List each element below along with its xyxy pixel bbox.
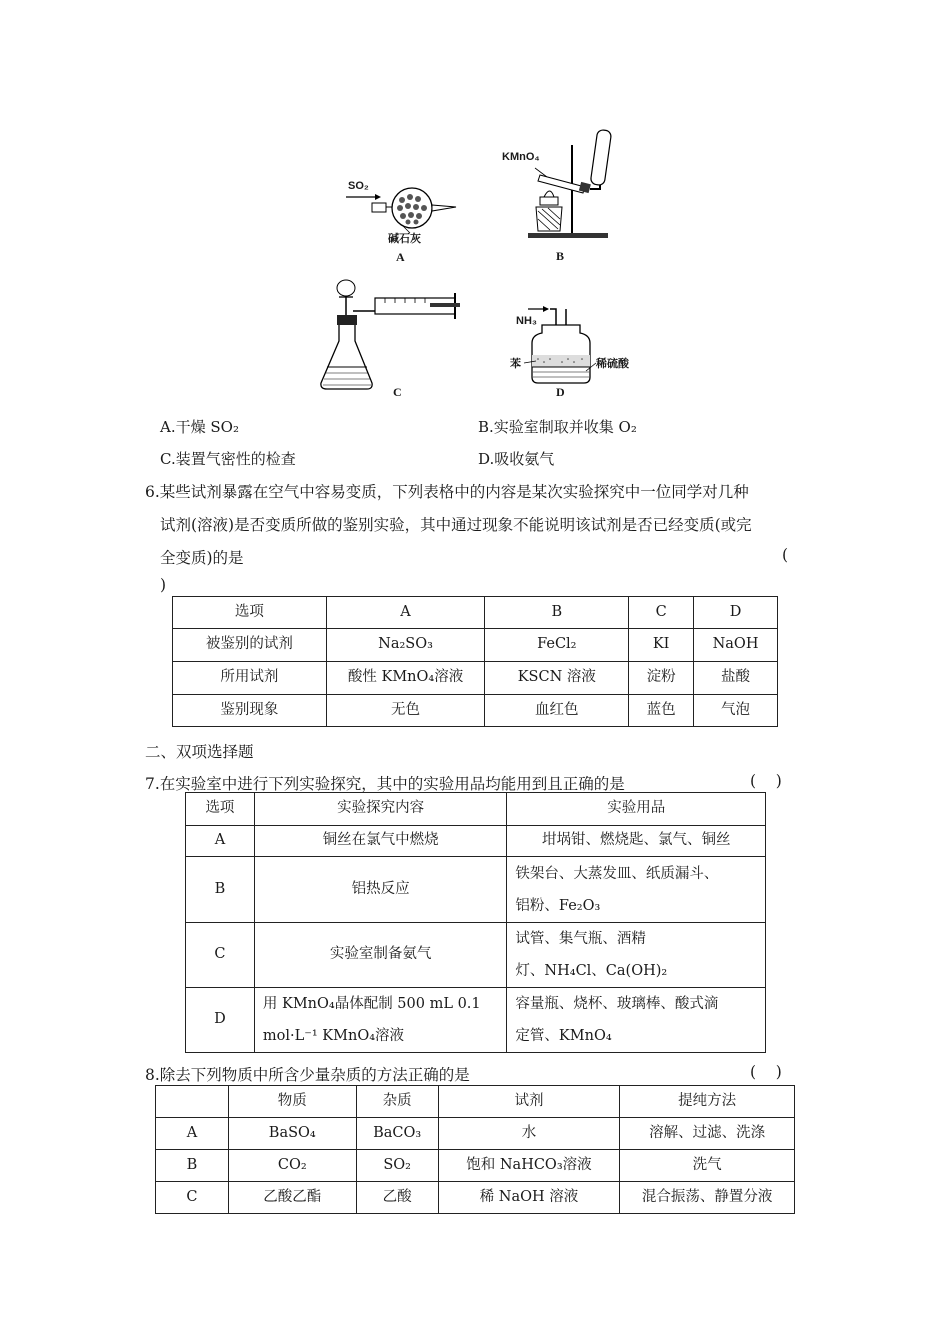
table-row [173,662,778,695]
q5-option-d: D.吸收氨气 [478,450,555,468]
content-line: 用 KMnO₄晶体配制 500 mL 0.1 [262,996,481,1012]
table-cell: KI [629,629,694,662]
table-row [156,1182,795,1214]
header-cell: 杂质 [356,1086,438,1118]
header-cell: 物质 [228,1086,356,1118]
section-heading: 二、双项选择题 [145,743,254,761]
items-cell [507,923,766,988]
header-cell: 提纯方法 [620,1086,795,1118]
content-cell [254,988,507,1053]
option-cell: D [186,988,255,1053]
table-cell: SO₂ [356,1150,438,1182]
table-row [186,857,766,923]
header-cell: B [485,597,629,629]
q6-stem-line1: 6.某些试剂暴露在空气中容易变质，下列表格中的内容是某次实验探究中一位同学对几种 [145,483,749,501]
table-cell: Na₂SO₃ [326,629,485,662]
content-cell: 实验室制备氨气 [254,923,507,988]
header-cell: 选项 [186,793,255,826]
table-cell: 饱和 NaHCO₃溶液 [438,1150,620,1182]
table-cell: NaOH [694,629,778,662]
q5-option-b: B.实验室制取并收集 O₂ [478,418,637,436]
table-row [173,629,778,662]
table-cell: 所用试剂 [173,662,327,695]
content-cell: 铜丝在氯气中燃烧 [254,826,507,857]
table-cell: 乙酸 [356,1182,438,1214]
airtightness-apparatus-drawing [315,275,465,400]
table-cell: 酸性 KMnO₄溶液 [326,662,485,695]
table-cell: C [156,1182,229,1214]
items-line: 试管、集气瓶、酒精 [515,931,646,947]
table-cell: A [156,1118,229,1150]
table-cell: KSCN 溶液 [485,662,629,695]
table-row [186,988,766,1053]
items-cell [507,988,766,1053]
content-line: mol·L⁻¹ KMnO₄溶液 [262,1028,405,1044]
items-line: 容量瓶、烧杯、玻璃棒、酸式滴 [515,996,719,1012]
table-cell: 淀粉 [629,662,694,695]
q6-table [172,596,778,727]
header-cell: 实验探究内容 [254,793,507,826]
table-cell: 混合振荡、静置分液 [620,1182,795,1214]
heating-apparatus-drawing [500,125,640,265]
q6-stem-line3: 全变质)的是 [160,549,244,567]
figure-b-reagent-label: KMnO₄ [502,151,540,163]
figure-d-top-layer-label: 苯 [510,358,521,370]
table-header-row [156,1086,795,1118]
q8-stem: 8.除去下列物质中所含少量杂质的方法正确的是 [145,1066,470,1084]
table-cell: BaSO₄ [228,1118,356,1150]
q7-stem: 7.在实验室中进行下列实验探究，其中的实验用品均能用到且正确的是 [145,775,625,793]
table-cell: CO₂ [228,1150,356,1182]
figure-c-label: C [393,385,402,399]
table-header-row [173,597,778,629]
table-cell: 溶解、过滤、洗涤 [620,1118,795,1150]
table-cell: 水 [438,1118,620,1150]
figure-a-substance-label: 碱石灰 [388,233,421,245]
figure-a [340,175,460,265]
items-cell [507,857,766,923]
table-cell: 血红色 [485,695,629,727]
table-cell: 被鉴别的试剂 [173,629,327,662]
header-cell: 试剂 [438,1086,620,1118]
table-cell: 盐酸 [694,662,778,695]
table-cell: 鉴别现象 [173,695,327,727]
figure-d-gas-label: NH₃ [516,315,537,327]
items-line: 灯、NH₄Cl、Ca(OH)₂ [515,963,668,979]
header-cell: A [326,597,485,629]
q6-paren-open: ( [782,546,789,564]
figure-b [500,125,640,265]
table-header-row [186,793,766,826]
figure-a-label: A [396,250,405,264]
table-cell: BaCO₃ [356,1118,438,1150]
option-cell: A [186,826,255,857]
q5-option-a: A.干燥 SO₂ [160,418,239,436]
content-cell: 铝热反应 [254,857,507,923]
table-cell: 蓝色 [629,695,694,727]
header-cell: 选项 [173,597,327,629]
table-cell: B [156,1150,229,1182]
items-line: 铝粉、Fe₂O₃ [515,897,601,914]
q8-table [155,1085,795,1214]
items-cell: 坩埚钳、燃烧匙、氯气、铜丝 [507,826,766,857]
q7-answer-paren: ( ) [750,772,782,790]
figure-d [510,305,650,400]
header-cell: C [629,597,694,629]
header-cell: 实验用品 [507,793,766,826]
q8-answer-paren: ( ) [750,1063,782,1081]
header-cell [156,1086,229,1118]
table-cell: FeCl₂ [485,629,629,662]
table-cell: 乙酸乙酯 [228,1182,356,1214]
table-row [173,695,778,727]
q7-table [185,792,766,1053]
figure-d-label: D [556,385,565,399]
table-row [186,923,766,988]
q6-paren-close: ) [160,576,167,594]
figure-c [315,275,465,400]
table-row [156,1150,795,1182]
items-line: 铁架台、大蒸发皿、纸质漏斗、 [515,865,719,882]
figure-a-gas-label: SO₂ [348,180,369,192]
q5-option-c: C.装置气密性的检查 [160,450,296,468]
header-cell: D [694,597,778,629]
table-row [156,1118,795,1150]
option-cell: B [186,857,255,923]
table-cell: 气泡 [694,695,778,727]
q6-stem-line2: 试剂(溶液)是否变质所做的鉴别实验，其中通过现象不能说明该试剂是否已经变质(或完 [160,516,752,534]
table-cell: 稀 NaOH 溶液 [438,1182,620,1214]
option-cell: C [186,923,255,988]
table-row [186,826,766,857]
absorption-bottle-drawing [510,305,650,400]
table-cell: 无色 [326,695,485,727]
figure-b-label: B [556,249,565,263]
items-line: 定管、KMnO₄ [515,1028,612,1044]
table-cell: 洗气 [620,1150,795,1182]
figure-d-bottom-layer-label: 稀硫酸 [596,358,629,370]
